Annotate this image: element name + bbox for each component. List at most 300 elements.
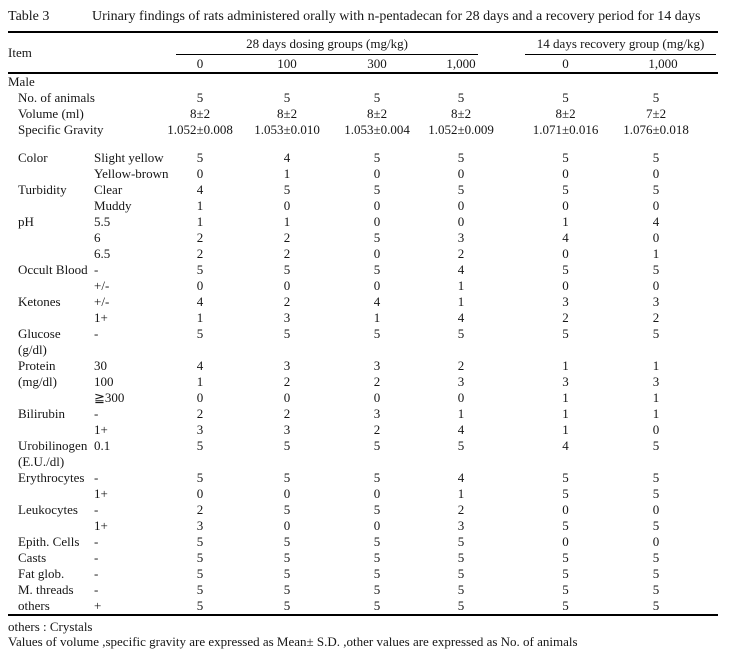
value-cell: 5 (562, 470, 569, 485)
value-cell: 5 (283, 182, 291, 197)
table-row (8, 230, 718, 246)
value-cell: 3 (283, 358, 291, 373)
value-cell: 5 (283, 598, 291, 613)
sub-item-label: 1+ (94, 486, 108, 501)
value-cell: 0 (283, 518, 291, 533)
gap-cell (498, 342, 523, 358)
value-cell: 5 (562, 550, 569, 565)
item-label: Urobilinogen (18, 438, 88, 453)
value-cell: 1.052±0.009 (428, 122, 494, 137)
value-cell: 2 (283, 406, 291, 421)
sub-item-label: 30 (94, 358, 107, 373)
item-label: pH (18, 214, 34, 229)
item-label: others (18, 598, 50, 613)
value-cell: 5 (457, 566, 465, 581)
value-cell (608, 454, 718, 470)
value-cell: 3 (457, 230, 465, 245)
table-header (8, 32, 718, 73)
value-cell: 5 (283, 534, 291, 549)
value-cell: 1 (562, 390, 569, 405)
value-cell: 1 (457, 278, 465, 293)
value-cell: 4 (283, 150, 291, 165)
sub-item-label: 100 (94, 374, 114, 389)
value-cell: 0 (562, 502, 569, 517)
value-cell: 3 (562, 294, 569, 309)
value-cell: 0 (652, 198, 660, 213)
sub-item-label: 1+ (94, 310, 108, 325)
value-cell: 2 (457, 246, 465, 261)
table-number: Table 3 (8, 9, 50, 24)
value-cell: 5 (562, 326, 569, 341)
dose-header-1000: 1,000 (424, 55, 498, 73)
table-row (8, 390, 718, 406)
value-cell: 2 (457, 358, 465, 373)
value-cell: 5 (562, 566, 569, 581)
sub-item-label: 6 (94, 230, 101, 245)
gap-cell (498, 278, 523, 294)
item-label: M. threads (18, 582, 74, 597)
sub-item-label (92, 454, 156, 470)
gap-cell (498, 390, 523, 406)
value-cell: 5 (652, 150, 660, 165)
item-label (8, 166, 92, 182)
sub-item-label: - (94, 470, 99, 485)
value-cell: 1 (196, 198, 204, 213)
sub-item-label: - (94, 582, 99, 597)
table-row (8, 598, 718, 615)
value-cell: 5 (373, 262, 381, 277)
gap-cell (498, 182, 523, 198)
gap-cell (498, 198, 523, 214)
gap-cell (498, 470, 523, 486)
value-cell (523, 454, 608, 470)
item-label: Epith. Cells (18, 534, 80, 549)
value-cell: 5 (196, 262, 204, 277)
value-cell: 5 (457, 182, 465, 197)
value-cell: 5 (652, 582, 660, 597)
sub-item-label: - (94, 550, 99, 565)
gap-cell (498, 422, 523, 438)
sub-item-label: +/- (94, 294, 110, 309)
value-cell: 5 (283, 326, 291, 341)
value-cell: 5 (373, 502, 381, 517)
value-cell: 5 (562, 90, 569, 105)
sub-item-label: - (94, 566, 99, 581)
value-cell: 2 (196, 406, 204, 421)
value-cell: 3 (196, 422, 204, 437)
value-cell: 5 (457, 582, 465, 597)
sub-item-label (92, 342, 156, 358)
value-cell: 1 (562, 422, 569, 437)
value-cell: 5 (457, 598, 465, 613)
value-cell: 1.076±0.018 (623, 122, 689, 137)
recovery-dose-header-0: 0 (523, 55, 608, 73)
value-cell: 0 (283, 390, 291, 405)
value-cell: 5 (283, 582, 291, 597)
value-cell: 5 (373, 470, 381, 485)
value-cell: 8±2 (555, 106, 576, 121)
gap-cell (498, 230, 523, 246)
table-row (8, 342, 718, 358)
item-label: Fat glob. (18, 566, 65, 581)
value-cell: 0 (373, 198, 381, 213)
gap-cell (498, 438, 523, 454)
value-cell: 2 (196, 230, 204, 245)
table-row (8, 294, 718, 310)
sub-item-label: - (94, 534, 99, 549)
value-cell: 0 (373, 518, 381, 533)
value-cell: 2 (283, 374, 291, 389)
table-row (8, 198, 718, 214)
value-cell (424, 342, 498, 358)
item-label: Casts (18, 550, 47, 565)
value-cell: 4 (457, 310, 465, 325)
table-row (8, 90, 718, 106)
sub-item-label: - (94, 262, 99, 277)
value-cell: 1 (283, 214, 291, 229)
recovery-group-header (523, 32, 718, 55)
value-cell: 0 (652, 166, 660, 181)
value-cell (244, 454, 330, 470)
item-label: Leukocytes (18, 502, 78, 517)
value-cell: 5 (283, 502, 291, 517)
footnote-values: Values of volume ,specific gravity are expressed as Mean± S.D. ,other values are expressed as No. of animals (8, 634, 578, 649)
value-cell (330, 342, 424, 358)
recovery-dose-header-1000: 1,000 (608, 55, 718, 73)
value-cell: 0 (652, 422, 660, 437)
value-cell: 5 (373, 534, 381, 549)
value-cell: 4 (562, 438, 569, 453)
sub-item-label (92, 90, 156, 106)
group-header-row (8, 32, 718, 55)
table-row (8, 374, 718, 390)
value-cell: 2 (652, 310, 660, 325)
item-label: (E.U./dl) (18, 454, 65, 469)
table-row (8, 534, 718, 550)
value-cell: 2 (283, 294, 291, 309)
value-cell: 0 (562, 534, 569, 549)
item-label: Occult Blood (18, 262, 88, 277)
value-cell: 3 (283, 310, 291, 325)
table-row (8, 518, 718, 534)
item-label (8, 198, 92, 214)
value-cell: 3 (652, 294, 660, 309)
item-label (8, 310, 92, 326)
item-label: Bilirubin (18, 406, 65, 421)
gap-cell (498, 358, 523, 374)
value-cell: 4 (373, 294, 381, 309)
gap-cell (498, 486, 523, 502)
sub-item-label: 0.1 (94, 438, 111, 453)
value-cell: 1 (652, 246, 660, 261)
value-cell (424, 454, 498, 470)
item-label (8, 246, 92, 262)
value-cell: 2 (373, 374, 381, 389)
table-row (8, 566, 718, 582)
value-cell: 1.053±0.004 (344, 122, 410, 137)
gap-cell (498, 294, 523, 310)
value-cell: 2 (283, 246, 291, 261)
value-cell: 2 (283, 230, 291, 245)
value-cell: 3 (652, 374, 660, 389)
table-body (8, 73, 718, 615)
sub-item-label: 1+ (94, 422, 108, 437)
value-cell: 5 (283, 90, 291, 105)
value-cell: 5 (652, 486, 660, 501)
value-cell: 5 (196, 438, 204, 453)
value-cell: 5 (652, 90, 660, 105)
value-cell: 5 (652, 262, 660, 277)
value-cell: 0 (283, 198, 291, 213)
value-cell: 4 (562, 230, 569, 245)
value-cell: 5 (652, 182, 660, 197)
value-cell: 5 (196, 566, 204, 581)
value-cell: 5 (562, 598, 569, 613)
value-cell: 1 (652, 406, 660, 421)
value-cell: 5 (652, 518, 660, 533)
value-cell: 5 (562, 262, 569, 277)
value-cell: 5 (373, 438, 381, 453)
spacer-row (8, 138, 718, 150)
gap-cell (498, 246, 523, 262)
item-column-header: Item (8, 32, 156, 73)
item-label (8, 230, 92, 246)
item-label: Ketones (18, 294, 61, 309)
table-row (8, 214, 718, 230)
sub-item-label: +/- (94, 278, 110, 293)
value-cell: 0 (283, 486, 291, 501)
item-label: Protein (18, 358, 56, 373)
item-label: Volume (ml) (18, 106, 84, 121)
value-cell: 2 (373, 422, 381, 437)
value-cell: 3 (196, 518, 204, 533)
value-cell: 5 (457, 90, 465, 105)
item-label (8, 422, 92, 438)
value-cell: 0 (562, 278, 569, 293)
item-label: Glucose (18, 326, 61, 341)
gap-cell (498, 406, 523, 422)
value-cell (330, 454, 424, 470)
value-cell: 4 (652, 214, 660, 229)
value-cell: 0 (283, 278, 291, 293)
value-cell: 5 (373, 566, 381, 581)
table-row (8, 246, 718, 262)
table-row (8, 358, 718, 374)
value-cell: 3 (373, 406, 381, 421)
value-cell: 1 (562, 214, 569, 229)
value-cell: 1 (373, 310, 381, 325)
section-label: Male (8, 74, 35, 89)
value-cell: 0 (373, 278, 381, 293)
sub-item-label: Yellow-brown (94, 166, 169, 181)
dosing-group-label: 28 days dosing groups (mg/kg) (176, 36, 478, 55)
gap-cell (498, 310, 523, 326)
gap-cell (498, 582, 523, 598)
value-cell: 1 (562, 358, 569, 373)
value-cell: 5 (562, 518, 569, 533)
value-cell: 5 (196, 326, 204, 341)
sub-item-label: 6.5 (94, 246, 111, 261)
gap-cell (498, 534, 523, 550)
value-cell: 1.052±0.008 (167, 122, 233, 137)
value-cell: 4 (457, 422, 465, 437)
item-label: Specific Gravity (18, 122, 104, 137)
sub-item-label: + (94, 598, 102, 613)
table-row (8, 550, 718, 566)
value-cell: 0 (196, 166, 204, 181)
dose-header-300: 300 (330, 55, 424, 73)
value-cell: 5 (652, 326, 660, 341)
gap-cell (498, 166, 523, 182)
value-cell: 0 (373, 214, 381, 229)
table-row (8, 438, 718, 454)
sub-item-label: - (94, 502, 99, 517)
value-cell: 7±2 (645, 106, 667, 121)
value-cell: 0 (457, 390, 465, 405)
value-cell: 4 (196, 294, 204, 309)
sub-item-label: ≧300 (94, 390, 125, 405)
value-cell: 1.053±0.010 (254, 122, 320, 137)
table-row (8, 150, 718, 166)
table-row (8, 422, 718, 438)
gap-cell (498, 214, 523, 230)
value-cell: 8±2 (450, 106, 472, 121)
value-cell: 5 (196, 534, 204, 549)
value-cell: 5 (457, 550, 465, 565)
table-row (8, 310, 718, 326)
value-cell (523, 342, 608, 358)
value-cell: 5 (457, 150, 465, 165)
value-cell: 0 (373, 166, 381, 181)
section-row (8, 73, 718, 90)
gap-cell (498, 326, 523, 342)
value-cell: 5 (373, 182, 381, 197)
value-cell: 0 (373, 390, 381, 405)
table-row (8, 486, 718, 502)
value-cell: 0 (196, 390, 204, 405)
sub-item-label (92, 106, 156, 122)
table-caption (8, 8, 718, 25)
value-cell: 1.071±0.016 (532, 122, 599, 137)
table-title: Urinary findings of rats administered orally with n-pentadecan for 28 days and a recovery period for 14 days (92, 9, 701, 24)
value-cell: 1 (196, 214, 204, 229)
value-cell: 4 (457, 470, 465, 485)
table-row (8, 106, 718, 122)
value-cell: 3 (373, 358, 381, 373)
gap-cell (498, 502, 523, 518)
value-cell: 5 (283, 566, 291, 581)
value-cell: 5 (283, 550, 291, 565)
gap-cell (498, 550, 523, 566)
value-cell: 0 (562, 246, 569, 261)
urinary-findings-table (8, 31, 718, 616)
value-cell: 1 (196, 310, 204, 325)
item-label: Turbidity (18, 182, 67, 197)
value-cell: 5 (283, 438, 291, 453)
item-label: No. of animals (18, 90, 95, 105)
sub-item-label: - (94, 406, 99, 421)
table-row (8, 406, 718, 422)
value-cell: 5 (373, 598, 381, 613)
value-cell: 5 (652, 550, 660, 565)
value-cell: 5 (457, 326, 465, 341)
value-cell: 0 (373, 486, 381, 501)
value-cell: 5 (562, 582, 569, 597)
value-cell: 3 (283, 422, 291, 437)
value-cell: 5 (373, 150, 381, 165)
value-cell: 1 (283, 166, 291, 181)
value-cell: 5 (373, 326, 381, 341)
value-cell: 8±2 (366, 106, 388, 121)
value-cell: 0 (196, 278, 204, 293)
gap-cell (498, 122, 523, 138)
table-row (8, 262, 718, 278)
table-row (8, 182, 718, 198)
value-cell: 2 (196, 246, 204, 261)
value-cell: 3 (562, 374, 569, 389)
column-gap (498, 32, 523, 73)
value-cell: 5 (373, 582, 381, 597)
gap-cell (498, 374, 523, 390)
value-cell: 3 (457, 374, 465, 389)
value-cell (156, 342, 244, 358)
sub-item-label: Slight yellow (94, 150, 164, 165)
value-cell: 5 (562, 486, 569, 501)
value-cell: 5 (196, 598, 204, 613)
value-cell: 1 (652, 390, 660, 405)
value-cell: 0 (196, 486, 204, 501)
table-row (8, 470, 718, 486)
sub-item-label: - (94, 326, 99, 341)
value-cell: 5 (562, 150, 569, 165)
value-cell: 4 (196, 358, 204, 373)
table-row (8, 166, 718, 182)
value-cell: 3 (457, 518, 465, 533)
gap-cell (498, 598, 523, 615)
sub-item-label: 1+ (94, 518, 108, 533)
value-cell: 5 (652, 598, 660, 613)
value-cell: 5 (652, 470, 660, 485)
value-cell: 5 (562, 182, 569, 197)
dose-header-100: 100 (244, 55, 330, 73)
gap-cell (498, 454, 523, 470)
table-row (8, 502, 718, 518)
value-cell: 1 (457, 486, 465, 501)
table-row (8, 454, 718, 470)
item-label (8, 518, 92, 534)
value-cell: 2 (562, 310, 569, 325)
value-cell: 8±2 (276, 106, 298, 121)
value-cell: 1 (457, 406, 465, 421)
item-label (8, 486, 92, 502)
value-cell: 0 (457, 198, 465, 213)
value-cell: 5 (196, 470, 204, 485)
table-row (8, 122, 718, 138)
value-cell: 0 (373, 246, 381, 261)
item-label: (mg/dl) (18, 374, 57, 389)
value-cell: 2 (457, 502, 465, 517)
table-row (8, 278, 718, 294)
value-cell: 0 (457, 214, 465, 229)
item-label (8, 278, 92, 294)
gap-cell (498, 262, 523, 278)
value-cell: 5 (373, 90, 381, 105)
spacer-cell (8, 138, 718, 150)
value-cell: 8±2 (189, 106, 211, 121)
value-cell: 4 (457, 262, 465, 277)
dose-header-0: 0 (156, 55, 244, 73)
value-cell: 5 (196, 582, 204, 597)
